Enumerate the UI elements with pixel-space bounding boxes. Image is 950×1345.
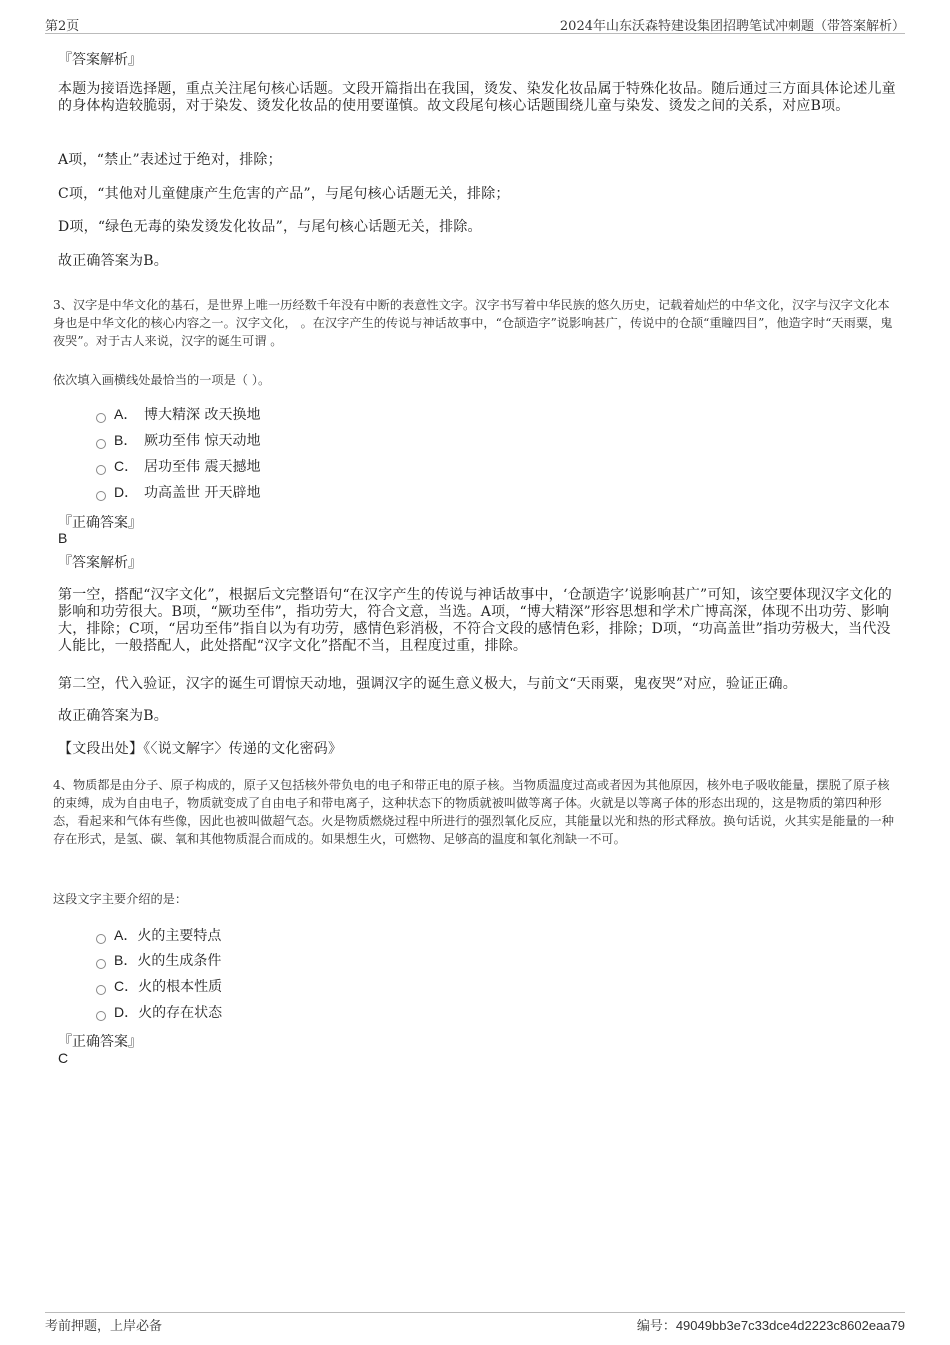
document-title: 2024年山东沃森特建设集团招聘笔试冲刺题（带答案解析） <box>559 19 905 34</box>
q4-option-c[interactable]: C．火的根本性质 <box>96 976 222 996</box>
q3-option-b[interactable]: B． 厥功至伟 惊天动地 <box>96 430 260 450</box>
q2-analysis-label: 『答案解析』 <box>58 52 142 68</box>
q2-analysis-para-4: D项，“绿色无毒的染发烫发化妆品”，与尾句核心话题无关，排除。 <box>58 219 482 235</box>
q3-prompt: 依次填入画横线处最恰当的一项是（ ）。 <box>53 373 271 387</box>
document-code-value: 49049bb3e7c33dce4d2223c8602eaa79 <box>675 1318 905 1333</box>
q4-prompt: 这段文字主要介绍的是： <box>53 892 188 906</box>
q4-answer-label: 『正确答案』 <box>58 1034 142 1050</box>
q3-answer-conclusion: 故正确答案为B。 <box>58 708 168 724</box>
q4-stem: 4、物质都是由分子、原子构成的，原子又包括核外带负电的电子和带正电的原子核。当物质温度过高或者因为其他原因，核外电子吸收能量，摆脱了原子核的束缚，成为自由电子，物质就变成了自由电子和带电离子，这种状态下的物质就被叫做等离子体。火就是以等离子体的形态出现的，这是物质的第四种形态，看起来和气体有些像，因此也被叫做超气态。火是物质燃烧过程中所进行的强烈氧化反应，其能量以光和热的形式释放。换句话说，火其实是能量的一种存在形式，是氢、碳、氧和其他物质混合而成的。如果想生火，可燃物、足够高的温度和氧化剂缺一不可。 <box>53 778 894 846</box>
q2-analysis-para-3: C项，“其他对儿童健康产生危害的产品”，与尾句核心话题无关，排除； <box>58 186 510 202</box>
q3-analysis-para-2: 第二空，代入验证，汉字的诞生可谓惊天动地，强调汉字的诞生意义极大，与前文“天雨粟，鬼夜哭”对应，验证正确。 <box>58 676 797 692</box>
document-code-label: 编号： <box>636 1319 676 1334</box>
q4-option-d[interactable]: D．火的存在状态 <box>96 1002 222 1022</box>
q3-answer-label: 『正确答案』 <box>58 515 142 531</box>
q3-source: 【文段出处】《〈说文解字〉传递的文化密码》 <box>58 741 343 757</box>
radio-icon[interactable] <box>96 465 106 475</box>
q4-option-a[interactable]: A．火的主要特点 <box>96 925 221 945</box>
q2-answer-conclusion: 故正确答案为B。 <box>58 253 168 269</box>
radio-icon[interactable] <box>96 959 106 969</box>
q3-analysis-label: 『答案解析』 <box>58 555 142 571</box>
radio-icon[interactable] <box>96 491 106 501</box>
q3-option-a[interactable]: A． 博大精深 改天换地 <box>96 404 260 424</box>
radio-icon[interactable] <box>96 1011 106 1021</box>
radio-icon[interactable] <box>96 439 106 449</box>
document-code <box>637 1315 905 1334</box>
page-footer <box>45 1312 905 1334</box>
q3-stem: 3、汉字是中华文化的基石，是世界上唯一历经数千年没有中断的表意性文字。汉字书写着中华民族的悠久历史，记载着灿烂的中华文化，汉字与汉字文化本身也是中华文化的核心内容之一。汉字文化， 。在汉字产生的传说与神话故事中，“仓颉造字”说影响甚广，传说中的仓颉“重瞳四目”，他造字时“天雨粟，鬼夜哭”。对于古人来说，汉字的诞生可谓 。 <box>53 298 893 348</box>
q3-option-d[interactable]: D． 功高盖世 开天辟地 <box>96 482 260 502</box>
footer-slogan: 考前押题，上岸必备 <box>45 1319 163 1334</box>
radio-icon[interactable] <box>96 985 106 995</box>
q2-analysis-para-2: A项，“禁止”表述过于绝对，排除； <box>58 152 282 168</box>
q4-option-b[interactable]: B．火的生成条件 <box>96 950 221 970</box>
q3-option-c[interactable]: C． 居功至伟 震天撼地 <box>96 456 260 476</box>
q3-analysis-para-1: 第一空，搭配“汉字文化”，根据后文完整语句“在汉字产生的传说与神话故事中，‘仓颉造字’说影响甚广”可知，该空要体现汉字文化的影响和功劳很大。B项，“厥功至伟”，指功劳大，符合文意，当选。A项，“博大精深”形容思想和学术广博高深，体现不出功劳、影响大，排除；C项，“居功至伟”指自以为有功劳，感情色彩消极，不符合文段的感情色彩，排除；D项，“功高盖世”指功劳极大，当代没人能比，一般搭配人，此处搭配“汉字文化”搭配不当，且程度过重，排除。 <box>58 587 892 654</box>
q4-answer: C <box>58 1050 69 1066</box>
radio-icon[interactable] <box>96 934 106 944</box>
radio-icon[interactable] <box>96 413 106 423</box>
page-header <box>45 14 905 34</box>
q3-answer: B <box>58 530 68 546</box>
page-number: 第2页 <box>45 19 80 34</box>
q2-analysis-para-1: 本题为接语选择题，重点关注尾句核心话题。文段开篇指出在我国，烫发、染发化妆品属于特殊化妆品。随后通过三方面具体论述儿童的身体构造较脆弱，对于染发、烫发化妆品的使用要谨慎。故文段尾句核心话题围绕儿童与染发、烫发之间的关系，对应B项。 <box>58 81 896 114</box>
